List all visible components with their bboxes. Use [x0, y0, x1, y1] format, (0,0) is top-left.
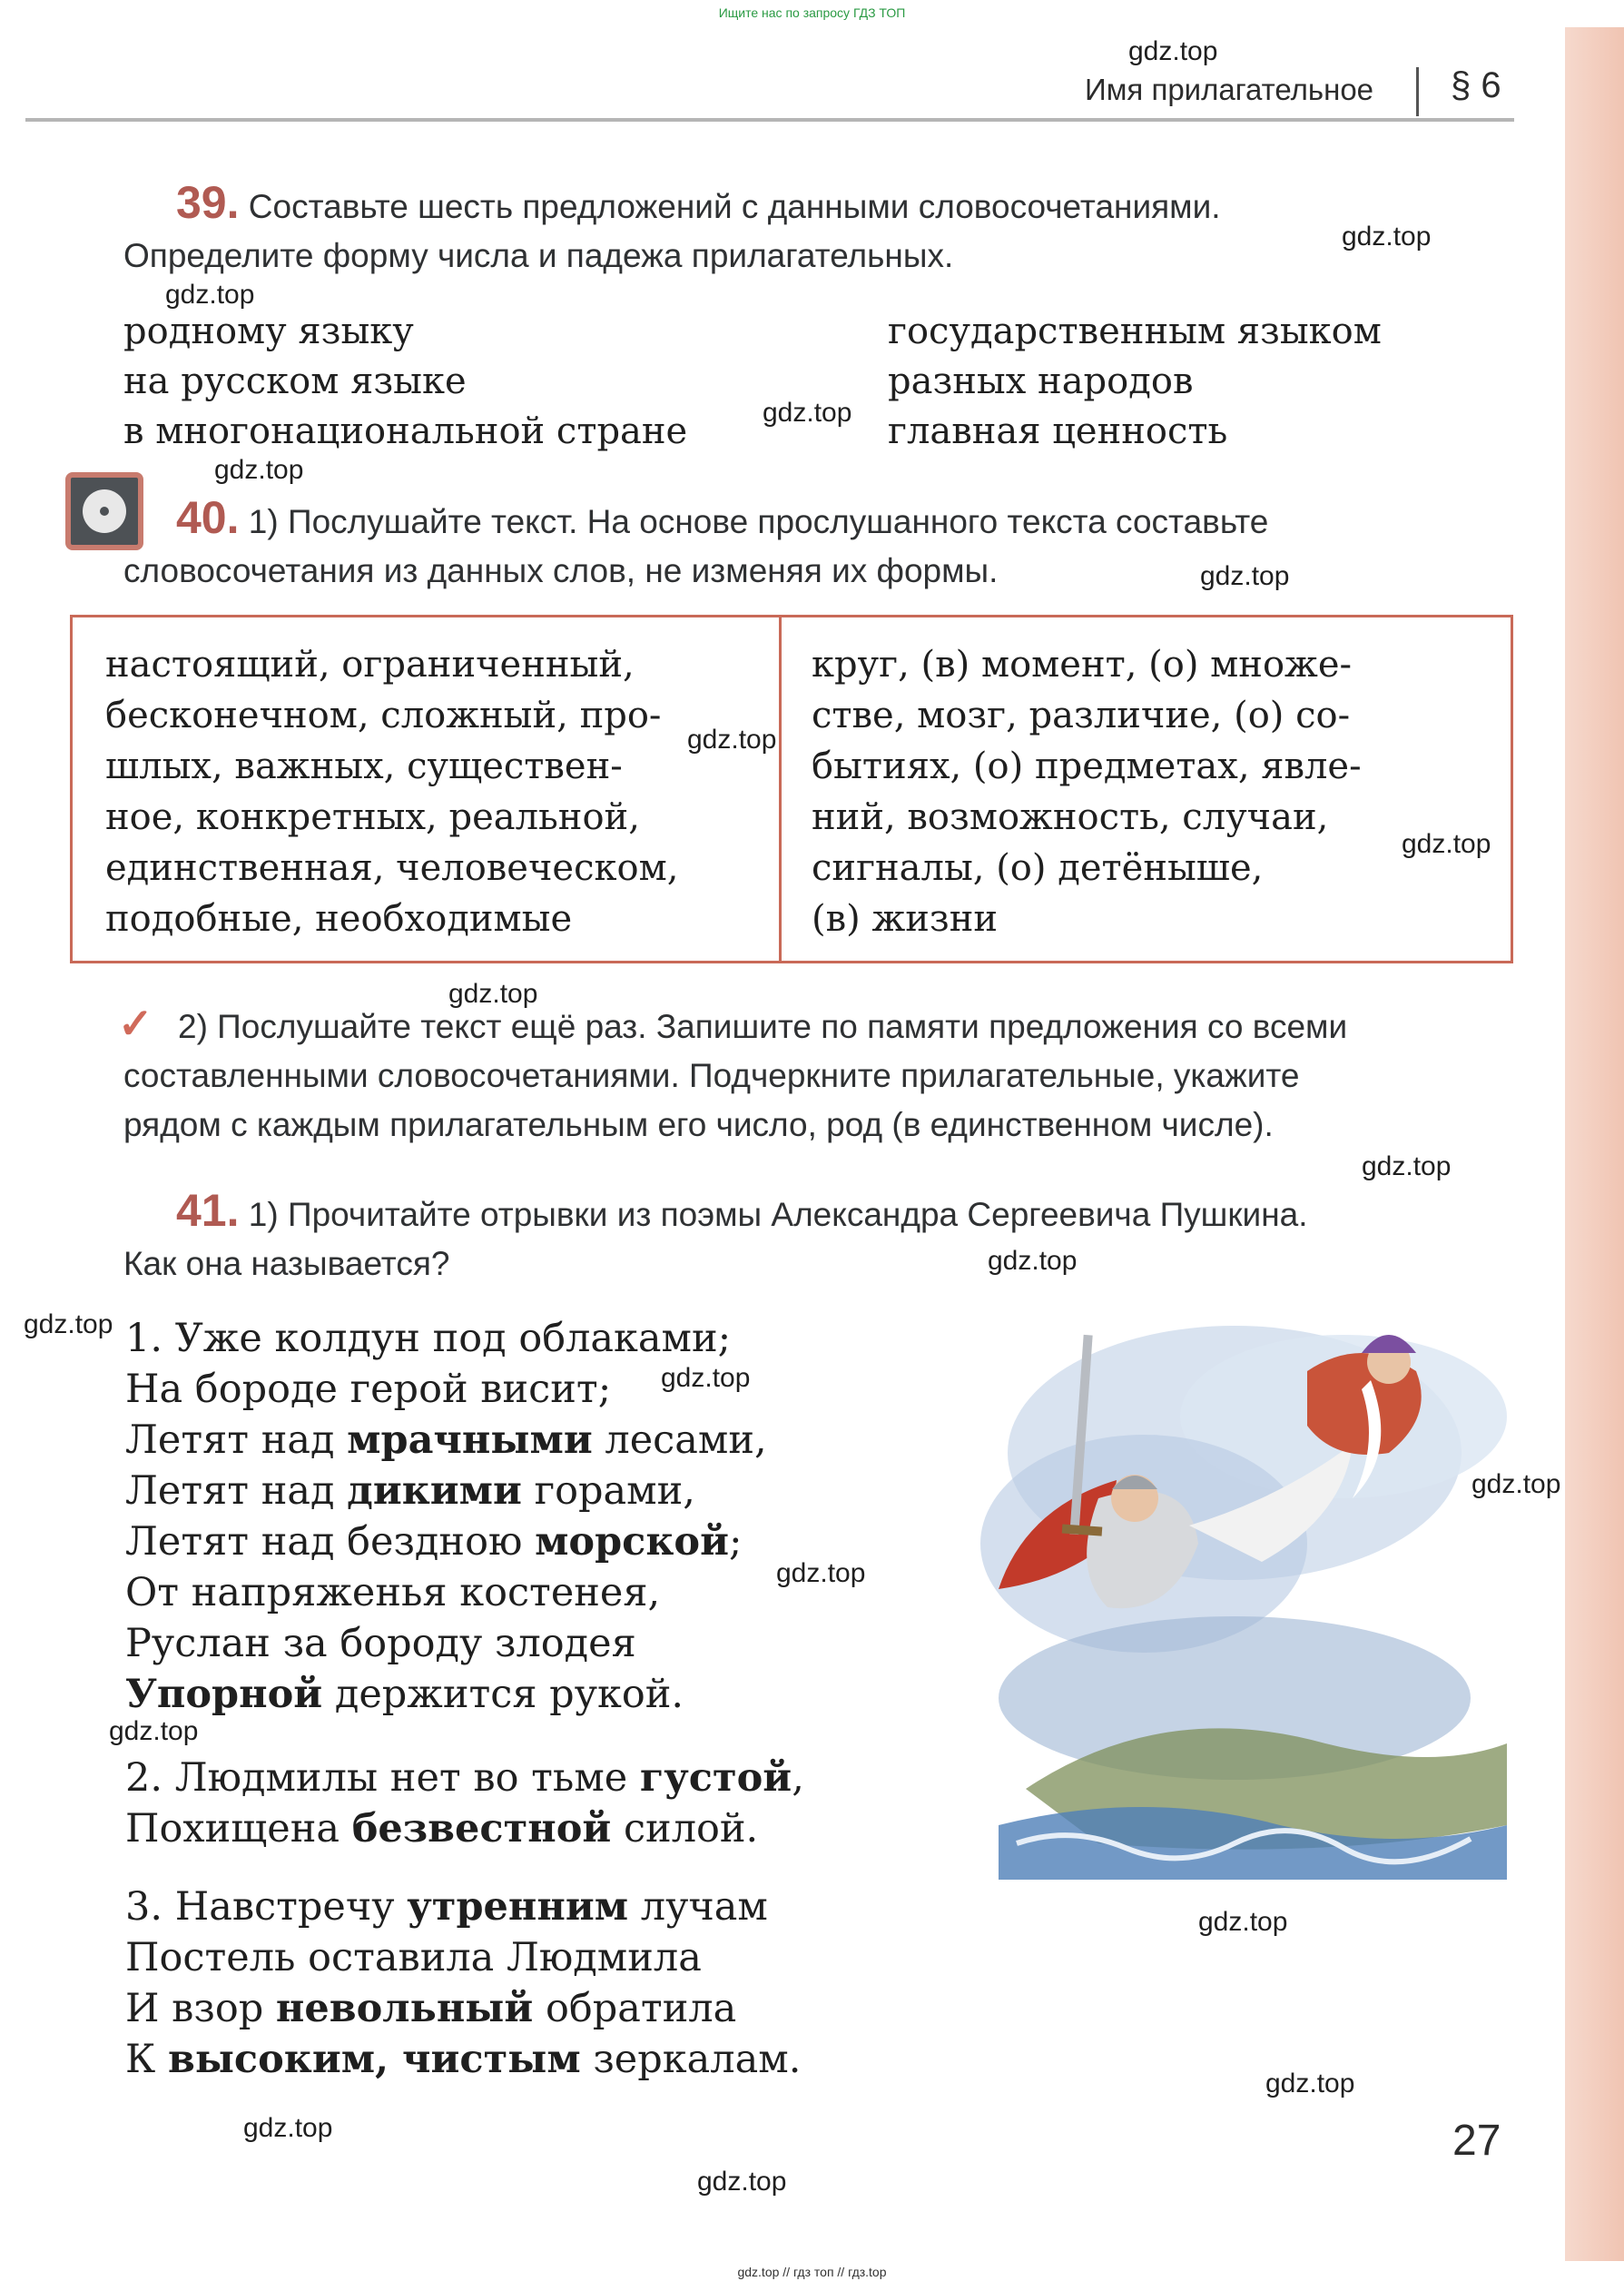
watermark: gdz.top — [687, 725, 777, 755]
poem-line: К высоким, чистым зеркалам. — [125, 2037, 802, 2082]
word-line: единственная, человеческом, — [105, 847, 679, 889]
watermark: gdz.top — [165, 280, 255, 310]
poem-line: На бороде герой висит; — [125, 1367, 612, 1412]
header-separator — [1416, 67, 1419, 116]
watermark: gdz.top — [1265, 2069, 1355, 2098]
ex41-text-line2: Как она называется? — [123, 1245, 450, 1282]
ex40-part2 — [123, 1002, 1521, 1150]
phrase: на русском языке — [123, 360, 467, 402]
page-edge — [1565, 27, 1624, 2261]
word-line: (в) жизни — [812, 898, 999, 940]
word-box-right — [812, 639, 1362, 944]
watermark: gdz.top — [109, 1716, 199, 1746]
poem-line: Летят над дикими горами, — [125, 1468, 695, 1514]
word-line: подобные, необходимые — [105, 898, 573, 940]
phrase: главная ценность — [888, 410, 1228, 452]
ex41-text-line1: 1) Прочитайте отрывки из поэмы Александра Сергеевича Пушкина. — [248, 1196, 1308, 1233]
header-rule — [25, 118, 1514, 122]
watermark: gdz.top — [1471, 1469, 1561, 1499]
poem-line: 2. Людмилы нет во тьме густой, — [125, 1755, 804, 1801]
watermark: gdz.top — [24, 1309, 113, 1339]
watermark: gdz.top — [1362, 1151, 1452, 1181]
ex40-part2-line1: 2) Послушайте текст ещё раз. Запишите по памяти предложения со всеми — [178, 1008, 1348, 1045]
ex41-text — [123, 1186, 1521, 1289]
watermark: gdz.top — [776, 1558, 866, 1588]
watermark: gdz.top — [1342, 222, 1432, 252]
watermark: gdz.top — [214, 455, 304, 485]
word-line: стве, мозг, различие, (о) со- — [812, 695, 1351, 736]
ex40-text-line2: словосочетания из данных слов, не изменяя их формы. — [123, 552, 999, 589]
phrase: родному языку — [123, 311, 414, 352]
ex39-number: 39. — [176, 177, 240, 228]
poem-line: Летят над бездною морской; — [125, 1519, 743, 1565]
word-line: бытиях, (о) предметах, явле- — [812, 746, 1362, 787]
poem-line: Руслан за бороду злодея — [125, 1621, 636, 1666]
ex40-part2-line2: составленными словосочетаниями. Подчеркните прилагательные, укажите — [123, 1057, 1300, 1094]
watermark: gdz.top — [697, 2167, 787, 2197]
ex40-text — [123, 493, 1521, 596]
poem-line: Постель оставила Людмила — [125, 1935, 702, 1980]
ex39-left-column — [123, 307, 687, 457]
ruslan-and-sorcerer-illustration — [962, 1317, 1516, 1880]
poem-line: Летят над мрачными лесами, — [125, 1417, 767, 1463]
phrase: в многонациональной стране — [123, 410, 688, 452]
phrase: разных народов — [888, 360, 1194, 402]
ex39-text-line2: Определите форму числа и падежа прилагательных. — [123, 237, 954, 274]
ex40-number: 40. — [176, 492, 240, 543]
poem-excerpt-2 — [125, 1753, 804, 1854]
poem-line: Похищена безвестной силой. — [125, 1806, 759, 1852]
poem-line: От напряженья костенея, — [125, 1570, 661, 1615]
word-line: настоящий, ограниченный, — [105, 644, 635, 686]
word-line: ний, возможность, случаи, — [812, 796, 1329, 838]
watermark: gdz.top — [448, 979, 538, 1009]
poem-line: Упорной держится рукой. — [125, 1672, 684, 1717]
ex40-text-line1: 1) Послушайте текст. На основе прослушанного текста составьте — [248, 503, 1269, 540]
checkmark-icon: ✓ — [118, 1000, 153, 1047]
word-line: бесконечном, сложный, про- — [105, 695, 662, 736]
word-line: круг, (в) момент, (о) множе- — [812, 644, 1353, 686]
ex39-text — [123, 178, 1521, 281]
watermark: gdz.top — [763, 398, 852, 428]
poem-excerpt-1 — [125, 1313, 767, 1720]
poem-line: И взор невольный обратила — [125, 1986, 737, 2031]
word-box-left — [105, 639, 678, 944]
watermark: gdz.top — [1402, 829, 1491, 859]
ex39-text-line1: Составьте шесть предложений с данными словосочетаниями. — [248, 188, 1221, 225]
ex39-right-column — [888, 307, 1382, 457]
watermark: gdz.top — [988, 1246, 1078, 1276]
header-title: Имя прилагательное — [1085, 73, 1374, 106]
word-box-divider — [779, 617, 782, 961]
poem-excerpt-3 — [125, 1881, 801, 2085]
phrase: государственным языком — [888, 311, 1382, 352]
watermark: gdz.top — [1198, 1907, 1288, 1937]
poem-line: 1. Уже колдун под облаками; — [125, 1316, 732, 1361]
word-line: шлых, важных, существен- — [105, 746, 623, 787]
poem-line: 3. Навстречу утренним лучам — [125, 1884, 768, 1930]
watermark: gdz.top — [1128, 36, 1218, 66]
watermark: gdz.top — [1200, 561, 1290, 591]
ex41-number: 41. — [176, 1185, 240, 1236]
top-note: Ищите нас по запросу ГДЗ ТОП — [718, 5, 906, 20]
bottom-note: gdz.top // гдз топ // гдз.top — [737, 2265, 887, 2279]
watermark: gdz.top — [243, 2113, 333, 2143]
word-line: сигналы, (о) детёныше, — [812, 847, 1264, 889]
watermark: gdz.top — [661, 1363, 751, 1393]
ex40-word-box — [70, 615, 1513, 963]
header-section: § 6 — [1451, 65, 1501, 105]
page-number: 27 — [1452, 2117, 1501, 2165]
word-line: ное, конкретных, реальной, — [105, 796, 640, 838]
ex40-part2-line3: рядом с каждым прилагательным его число, род (в единственном числе). — [123, 1106, 1274, 1143]
